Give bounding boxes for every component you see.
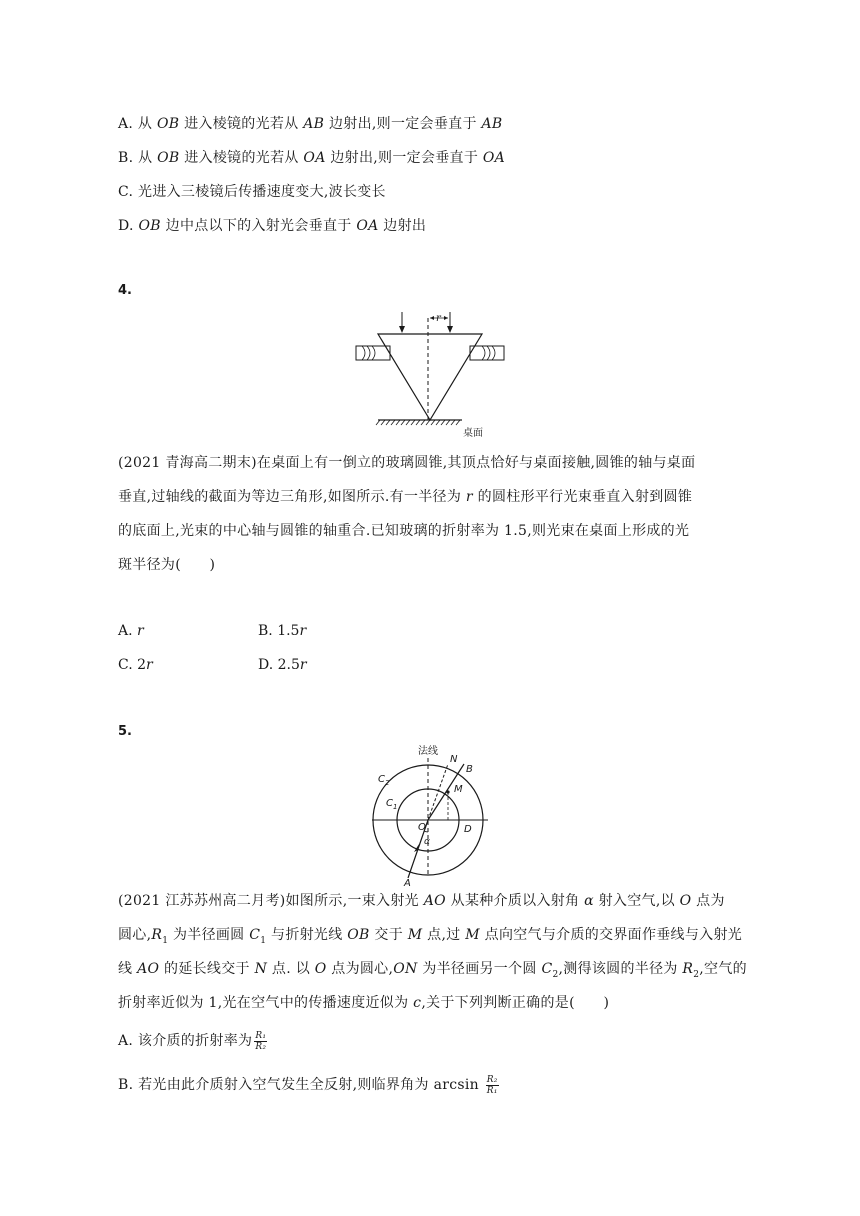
- q4-label-desk: 桌面: [463, 428, 483, 439]
- q5-label-n: N: [450, 754, 458, 765]
- svg-text:C1: [386, 798, 397, 811]
- q5-label-m: M: [454, 784, 463, 795]
- q4-stem-line-2: 垂直,过轴线的截面为等边三角形,如图所示.有一半径为 r 的圆柱形平行光束垂直入射到圆锥: [118, 489, 693, 505]
- q4-stem-line-3: 的底面上,光束的中心轴与圆锥的轴重合.已知玻璃的折射率为 1.5,则光束在桌面上形成的光: [118, 523, 690, 539]
- q5-option-b: B. 若光由此介质射入空气发生全反射,则临界角为 arcsin $\frac{\text{R₂}}{\text{R₁}}$: [118, 1074, 498, 1096]
- q5-stem-line-2: 圆心$,R_1$ 为半径画圆 $C_1$ 与折射光线 OB 交于 M 点,过 M 点向空气与介质的交界面作垂线与入射光: [118, 927, 743, 946]
- q5-label-c2: C: [378, 774, 385, 785]
- q4-stem-line-1: (2021 青海高二期末)在桌面上有一倒立的玻璃圆锥,其顶点恰好与桌面接触,圆锥的轴与桌面: [118, 455, 696, 471]
- q4-stem-line-4: 斑半径为( ): [118, 557, 216, 573]
- q5-label-normal: 法线: [418, 746, 438, 757]
- q4-number: 4.: [118, 283, 132, 298]
- q3-option-c: C. 光进入三棱镜后传播速度变大,波长变长: [118, 184, 386, 200]
- q4-option-b: B. 1.5r: [258, 623, 307, 639]
- q5-label-alpha: α: [424, 837, 430, 847]
- svg-text:C2: [378, 774, 390, 787]
- q5-label-d: D: [464, 824, 472, 835]
- q3-option-d: D. OB 边中点以下的入射光会垂直于 OA 边射出: [118, 218, 427, 234]
- q5-label-a: A: [404, 878, 411, 888]
- q4-option-c: C. 2r: [118, 657, 153, 673]
- q5-option-a: A. 该介质的折射率为 $\frac{\text{R₁}}{\text{R₂}}$: [118, 1030, 267, 1052]
- q5-label-c1-sub: 1: [392, 803, 398, 811]
- q5-option-b-fraction: $\frac{\text{R₂}}{\text{R₁}}$: [486, 1074, 498, 1096]
- q4-label-r: r: [436, 313, 441, 324]
- q5-label-o: O: [418, 822, 426, 833]
- q3-option-a: A. 从 OB 进入棱镜的光若从 AB 边射出,则一定会垂直于 AB: [118, 116, 503, 132]
- q5-label-c2-sub: 2: [384, 779, 390, 787]
- q5-number: 5.: [118, 724, 132, 739]
- q5-option-a-fraction: $\frac{\text{R₁}}{\text{R₂}}$: [255, 1030, 267, 1052]
- q4-cone-figure: [350, 304, 520, 444]
- q5-label-c1: C: [386, 798, 393, 809]
- q5-circles-figure: [360, 740, 500, 888]
- q4-option-a: A. r: [118, 623, 144, 639]
- q5-stem-line-3: 线 AO 的延长线交于 N 点. 以 O 点为圆心,ON 为半径画另一个圆 $C_2$,测得该圆的半径为 $R_2$,空气的: [118, 961, 747, 980]
- q5-stem-line-4: 折射率近似为 1,光在空气中的传播速度近似为 c,关于下列判断正确的是( ): [118, 995, 610, 1011]
- q5-stem-line-1: (2021 江苏苏州高二月考)如图所示,一束入射光 AO 从某种介质以入射角 α 射入空气,以 O 点为: [118, 893, 725, 909]
- q4-option-d: D. 2.5r: [258, 657, 307, 673]
- q5-label-b: B: [466, 764, 473, 775]
- q3-option-b: B. 从 OB 进入棱镜的光若从 OA 边射出,则一定会垂直于 OA: [118, 150, 506, 166]
